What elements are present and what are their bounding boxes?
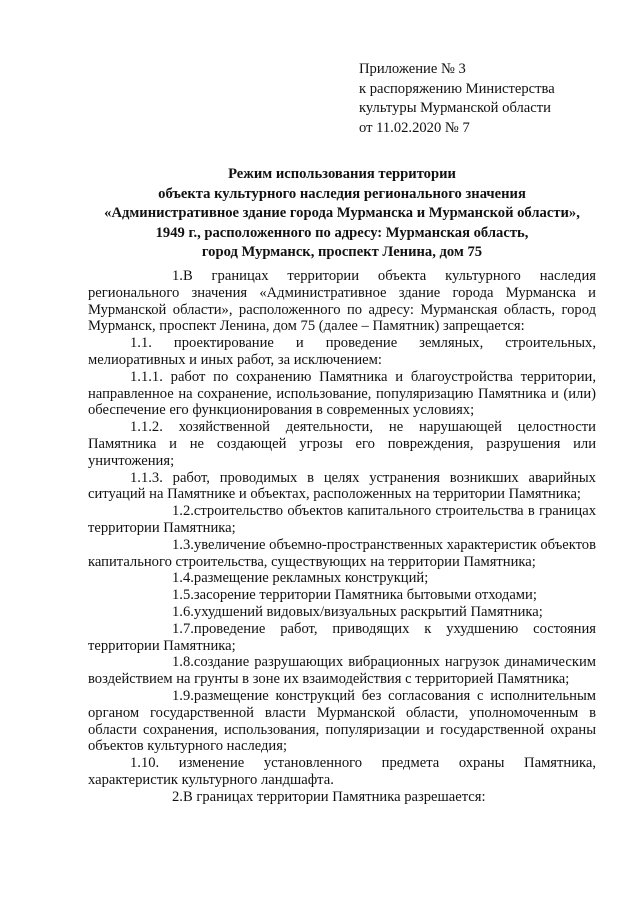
paragraph-1 — [88, 268, 596, 335]
paragraph-1-2 — [88, 503, 596, 537]
item-number: 1.1. — [130, 335, 152, 352]
paragraph-1-1-3 — [88, 470, 596, 504]
item-text: хозяйственной деятельности, не нарушающей целостности Памятника и не создающей угрозы его повреждения, разрушения или уничтожения; — [88, 419, 596, 469]
title-line: «Административное здание города Мурманска и Мурманской области», — [104, 205, 580, 221]
paragraph-2 — [88, 789, 596, 806]
item-text: увеличение объемно-пространственных характеристик объектов капитального строительства, существующих на территории Памятника; — [88, 536, 596, 570]
item-text: строительство объектов капитального строительства в границах территории Памятника; — [88, 503, 596, 536]
item-text: работ по сохранению Памятника и благоустройства территории, направленное на сохранение, использование, популяризацию Памятника и (или) обеспечение его функционирования в современных условиях; — [88, 368, 596, 419]
item-number: 1.1.1. — [130, 368, 163, 385]
item-text: В границах территории объекта культурного наследия регионального значения «Административное здание города Мурманска и Мурманской области», расположенного по адресу: Мурманская область, город Мурманск, проспект Ленина, дом 75 (далее – Памятник) запрещается: — [88, 268, 596, 335]
paragraph-1-5 — [88, 587, 596, 604]
item-text: работ, проводимых в целях устранения возникших аварийных ситуаций на Памятнике и объектах, расположенных на территории Памятника; — [88, 469, 596, 503]
appendix-line: к распоряжению Министерства — [359, 80, 555, 97]
item-number: 1.1.3. — [130, 469, 163, 486]
appendix-line: Приложение № 3 — [359, 61, 466, 77]
title-line: объекта культурного наследия регионального значения — [158, 185, 526, 202]
item-number: 1.9. — [172, 687, 194, 704]
document-body — [88, 268, 596, 806]
paragraph-1-6 — [88, 604, 596, 621]
item-number: 1.3. — [172, 536, 194, 553]
item-number: 1.6. — [172, 603, 194, 620]
item-number: 1.1.2. — [130, 419, 163, 436]
paragraph-1-7 — [88, 621, 596, 655]
paragraph-1-1 — [88, 335, 596, 369]
paragraph-1-9 — [88, 688, 596, 755]
item-text: изменение установленного предмета охраны Памятника, характеристик культурного ландшафта. — [88, 755, 597, 788]
paragraph-1-4 — [88, 570, 596, 587]
paragraph-1-1-2 — [88, 419, 596, 469]
item-number: 1.8. — [172, 654, 194, 671]
paragraph-1-3 — [88, 537, 596, 571]
paragraph-1-1-1 — [88, 369, 596, 419]
paragraph-1-10 — [88, 755, 596, 789]
item-number: 1.10. — [130, 755, 160, 772]
item-number: 1.7. — [172, 620, 194, 637]
item-text: размещение конструкций без согласования с исполнительным органом государственной власти Мурманской области, уполномоченным в области сохранения, использования, популяризации и государственной охраны объектов культурного наследия; — [88, 687, 596, 755]
item-text: ухудшений видовых/визуальных раскрытий Памятника; — [193, 603, 543, 620]
item-text: проектирование и проведение земляных, строительных, мелиоративных и иных работ, за исключением: — [88, 335, 596, 368]
appendix-block — [359, 60, 599, 138]
document-title — [88, 165, 596, 263]
item-number: 2. — [172, 788, 183, 805]
item-text: проведение работ, приводящих к ухудшению состояния территории Памятника; — [88, 620, 596, 654]
title-line: Режим использования территории — [228, 166, 456, 182]
item-number: 1.5. — [172, 587, 194, 604]
paragraph-1-8 — [88, 654, 596, 688]
title-line: город Мурманск, проспект Ленина, дом 75 — [201, 244, 483, 260]
item-text: размещение рекламных конструкций; — [193, 570, 429, 587]
item-number: 1.4. — [172, 570, 194, 587]
appendix-line: культуры Мурманской области — [359, 100, 551, 116]
item-text: засорение территории Памятника бытовыми отходами; — [193, 587, 537, 604]
appendix-line: от 11.02.2020 № 7 — [359, 119, 470, 136]
title-line: 1949 г., расположенного по адресу: Мурманская область, — [155, 224, 529, 241]
item-text: В границах территории Памятника разрешается: — [182, 788, 486, 805]
item-text: создание разрушающих вибрационных нагрузок динамическим воздействием на грунты в зоне их взаимодействия с территорией Памятника; — [88, 654, 596, 688]
item-number: 1.2. — [172, 503, 194, 520]
item-number: 1. — [172, 268, 183, 284]
